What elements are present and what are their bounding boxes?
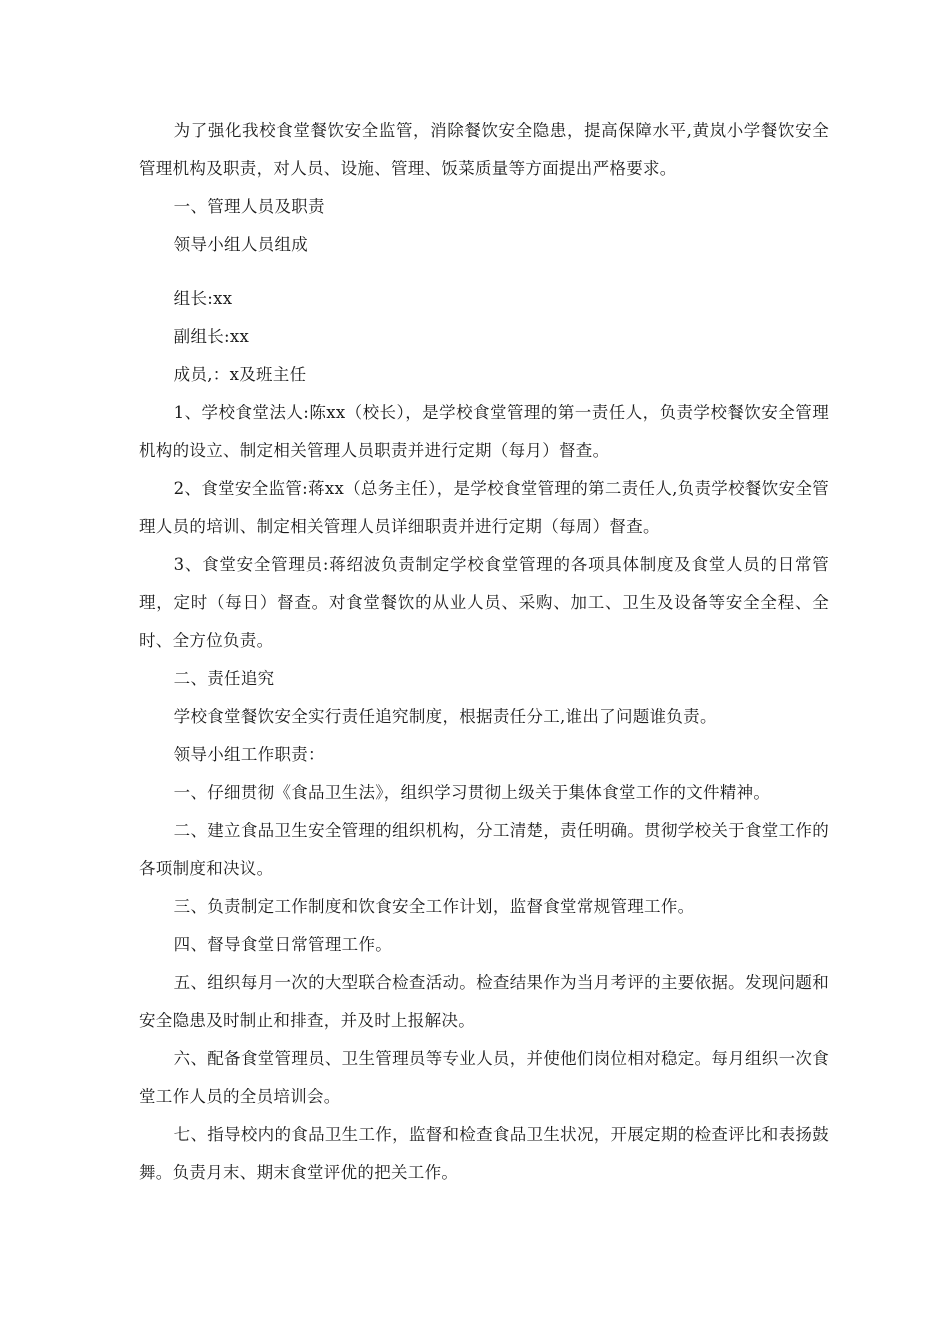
document-body <box>139 112 829 1192</box>
group-duty-1: 一、仔细贯彻《食品卫生法》，组织学习贯彻上级关于集体食堂工作的文件精神。 <box>173 783 771 802</box>
section-heading-accountability: 二、责任追究 <box>173 669 275 688</box>
duty-item-1: 1、学校食堂法人:陈xx（校长），是学校食堂管理的第一责任人，负责学校餐饮安全管理机构的设立、制定相关管理人员职责并进行定期（每月）督查。 <box>139 403 829 460</box>
group-duty-7: 七、指导校内的食品卫生工作，监督和检查食品卫生状况，开展定期的检查评比和表扬鼓舞。负责月末、期末食堂评优的把关工作。 <box>139 1125 829 1182</box>
group-duty-6: 六、配备食堂管理员、卫生管理员等专业人员，并使他们岗位相对稳定。每月组织一次食堂工作人员的全员培训会。 <box>139 1049 829 1106</box>
subheading-group-duties: 领导小组工作职责： <box>173 745 325 764</box>
intro-paragraph: 为了强化我校食堂餐饮安全监管，消除餐饮安全隐患，提高保障水平,黄岚小学餐饮安全管理机构及职责，对人员、设施、管理、饭菜质量等方面提出严格要求。 <box>139 121 829 178</box>
deputy-leader-line: 副组长:xx <box>173 327 250 346</box>
duty-item-2: 2、食堂安全监管:蒋xx（总务主任），是学校食堂管理的第二责任人,负责学校餐饮安全管理人员的培训、制定相关管理人员详细职责并进行定期（每周）督查。 <box>139 479 829 536</box>
group-leader-line: 组长:xx <box>173 289 233 308</box>
group-duty-5: 五、组织每月一次的大型联合检查活动。检查结果作为当月考评的主要依据。发现问题和安全隐患及时制止和排查，并及时上报解决。 <box>139 973 829 1030</box>
section-heading-management: 一、管理人员及职责 <box>173 197 325 216</box>
duty-item-3: 3、食堂安全管理员:蒋绍波负责制定学校食堂管理的各项具体制度及食堂人员的日常管理，定时（每日）督查。对食堂餐饮的从业人员、采购、加工、卫生及设备等安全全程、全时、全方位负责。 <box>139 555 829 650</box>
group-duty-2: 二、建立食品卫生安全管理的组织机构，分工清楚，责任明确。贯彻学校关于食堂工作的各项制度和决议。 <box>139 821 829 878</box>
group-duty-4: 四、督导食堂日常管理工作。 <box>173 935 393 954</box>
accountability-paragraph: 学校食堂餐饮安全实行责任追究制度，根据责任分工,谁出了问题谁负责。 <box>173 707 717 726</box>
group-duty-3: 三、负责制定工作制度和饮食安全工作计划，监督食堂常规管理工作。 <box>173 897 695 916</box>
members-line: 成员,：x及班主任 <box>173 365 307 384</box>
subheading-leadership-group: 领导小组人员组成 <box>173 235 309 254</box>
